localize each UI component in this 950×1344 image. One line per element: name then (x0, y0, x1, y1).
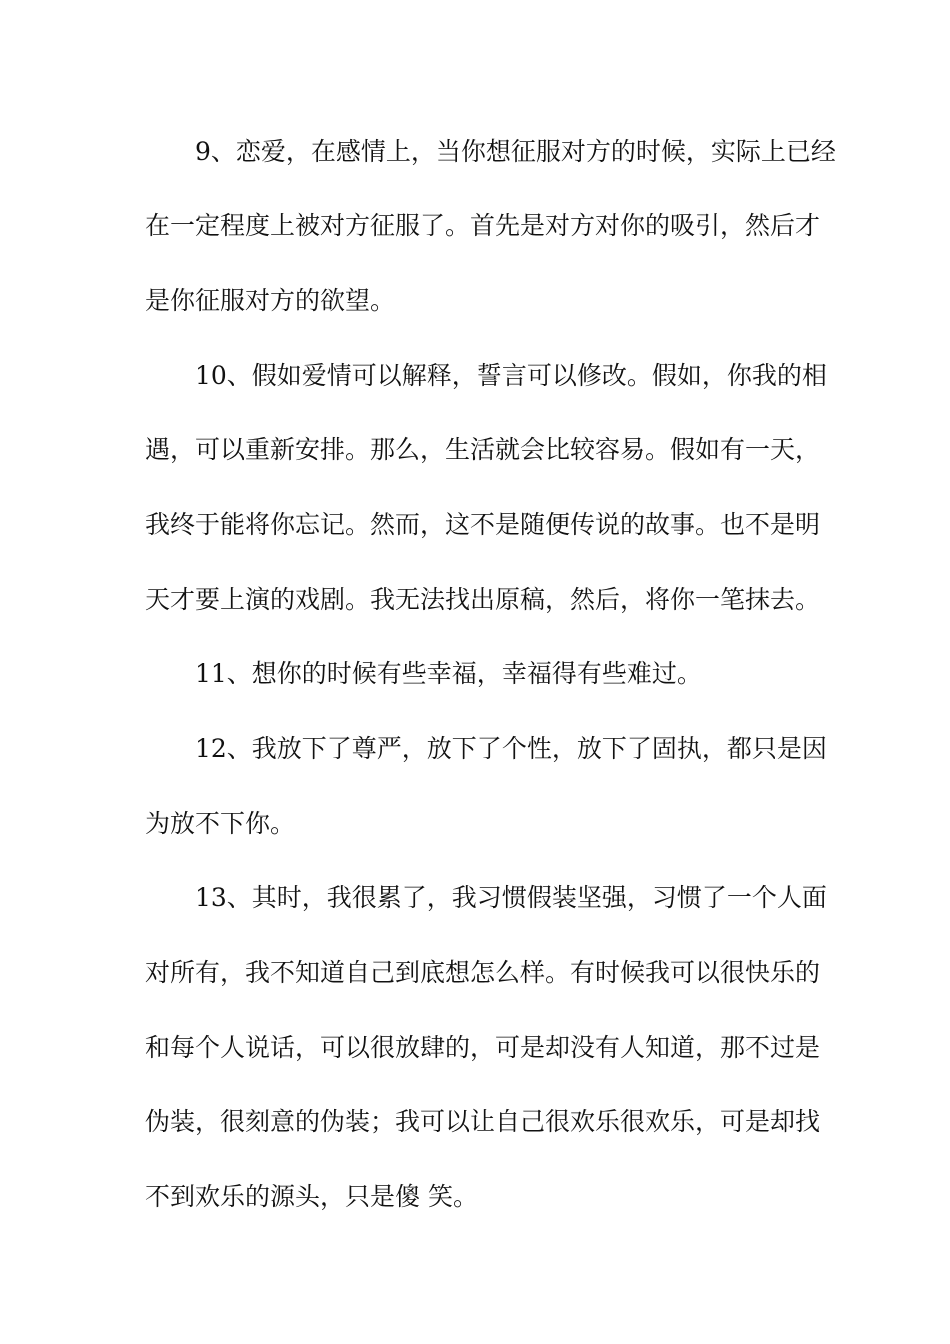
text-line: 12、我放下了尊严，放下了个性，放下了固执，都只是因 (195, 734, 827, 763)
text-line: 在一定程度上被对方征服了。首先是对方对你的吸引，然后才 (145, 211, 821, 240)
text-line: 11、想你的时候有些幸福，幸福得有些难过。 (195, 659, 702, 688)
text-line: 对所有，我不知道自己到底想怎么样。有时候我可以很快乐的 (145, 958, 821, 987)
text-line: 我终于能将你忘记。然而，这不是随便传说的故事。也不是明 (145, 510, 821, 539)
text-line: 10、假如爱情可以解释，誓言可以修改。假如，你我的相 (195, 361, 827, 390)
text-line: 13、其时，我很累了，我习惯假装坚强，习惯了一个人面 (195, 883, 827, 912)
text-line: 遇，可以重新安排。那么，生活就会比较容易。假如有一天， (145, 435, 821, 464)
text-line: 9、恋爱，在感情上，当你想征服对方的时候，实际上已经 (195, 137, 836, 166)
text-line: 是你征服对方的欲望。 (145, 286, 396, 315)
text-line: 伪装，很刻意的伪装；我可以让自己很欢乐很欢乐，可是却找 (145, 1107, 821, 1136)
text-line: 和每个人说话，可以很放肆的，可是却没有人知道，那不过是 (145, 1033, 821, 1062)
text-line: 天才要上演的戏剧。我无法找出原稿，然后，将你一笔抹去。 (145, 585, 821, 614)
text-line: 为放不下你。 (145, 809, 296, 838)
text-line: 不到欢乐的源头，只是傻 笑。 (145, 1182, 478, 1211)
